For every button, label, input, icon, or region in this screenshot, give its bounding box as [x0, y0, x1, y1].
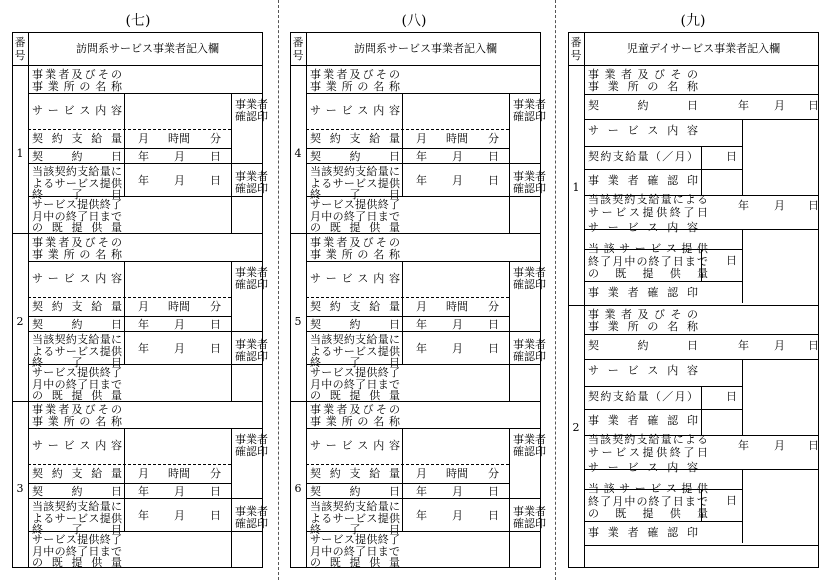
provided-amount-label: 終了月中の終了日まで: [588, 254, 708, 268]
provided-amount-label: 終了月中の終了日まで: [588, 494, 708, 508]
business-seal-label: 確認印: [513, 444, 546, 458]
unit-month: 月: [174, 150, 185, 163]
business-seal-label: 事業者: [235, 338, 268, 351]
row-divider: [306, 428, 541, 429]
provided-amount-label: サービス提供終了: [32, 533, 122, 546]
value-column-divider: [124, 261, 125, 364]
dashed-divider: [28, 129, 231, 130]
unit-day: 日: [808, 99, 819, 112]
row-divider: [584, 169, 742, 170]
provided-amount-label: の既提供量: [310, 221, 400, 234]
block-divider: [12, 401, 263, 402]
seal-column-divider: [742, 359, 743, 435]
row-number: 1: [16, 147, 24, 160]
seal-column-divider: [742, 119, 743, 195]
provided-amount-label: 月中の終了日まで: [32, 377, 122, 391]
contract-amount-label: 契約支給量（／月）: [588, 390, 698, 403]
unit-day: 日: [210, 342, 221, 355]
row-divider: [584, 521, 742, 522]
row-divider: [584, 94, 819, 95]
business-name-label: 事業所の名称: [32, 414, 122, 428]
business-seal-label: 確認印: [235, 444, 268, 458]
business-seal-label: 確認印: [513, 349, 546, 363]
row-divider: [28, 483, 231, 484]
row-divider: [28, 428, 263, 429]
unit-year: 年: [138, 342, 149, 355]
unit-month: 月: [416, 132, 427, 145]
row-divider: [28, 364, 263, 365]
unit-day: 日: [210, 485, 221, 498]
business-seal-label: 確認印: [513, 181, 546, 195]
unit-minutes: 分: [488, 132, 499, 145]
dashed-divider: [306, 297, 509, 298]
business-seal-label: 事業者確認印: [588, 526, 698, 539]
contract-amount-label: 契約支給量: [310, 132, 400, 145]
unit-month: 月: [452, 318, 463, 331]
provided-amount-label: 月中の終了日まで: [32, 209, 122, 223]
number-column-divider: [306, 32, 307, 568]
unit-month: 月: [174, 318, 185, 331]
value-column-divider: [124, 428, 125, 531]
unit-month: 月: [452, 342, 463, 355]
service-content-label: サービス内容: [32, 439, 122, 452]
bangou-label: 番号: [292, 36, 304, 62]
unit-day: 日: [726, 494, 737, 507]
unit-day: 日: [488, 342, 499, 355]
provided-amount-label: の既提供量: [310, 556, 400, 569]
row-divider: [306, 196, 541, 197]
unit-hours: 時間: [446, 132, 468, 145]
business-name-label: 事業所の名称: [588, 319, 698, 333]
unit-year: 年: [416, 342, 427, 355]
service-content-label: サービス内容: [310, 104, 400, 117]
business-name-label: 事業者及びその: [310, 68, 400, 81]
row-divider: [306, 531, 541, 532]
value-column-divider: [402, 93, 403, 196]
end-date-label: よるサービス提供: [32, 176, 122, 190]
column-header: 訪問系サービス事業者記入欄: [76, 42, 219, 55]
row-divider: [28, 196, 263, 197]
row-divider: [306, 148, 509, 149]
block-divider: [568, 305, 819, 306]
seal-column-divider: [509, 428, 510, 568]
provided-amount-label: の既提供量: [32, 221, 122, 234]
contract-date-label: 契約日: [588, 339, 698, 352]
business-name-label: 事業者及びその: [310, 403, 400, 416]
row-divider: [306, 364, 541, 365]
header-divider: [568, 65, 819, 66]
service-content-label: サービス内容: [588, 364, 698, 377]
end-date-label: サービス提供終了日: [588, 445, 708, 459]
business-seal-label: 事業者: [235, 505, 268, 518]
row-divider: [584, 146, 742, 147]
business-name-label: 事業所の名称: [588, 79, 698, 93]
row-divider: [28, 93, 263, 94]
unit-month: 月: [774, 199, 785, 212]
provided-amount-label: 月中の終了日まで: [32, 544, 122, 558]
unit-year: 年: [416, 150, 427, 163]
unit-month: 月: [174, 174, 185, 187]
business-seal-label: 確認印: [235, 349, 268, 363]
business-seal-label: 確認印: [235, 109, 268, 123]
business-seal-label: 確認印: [513, 109, 546, 123]
bangou-label: 番号: [14, 36, 26, 62]
row-number: 2: [16, 315, 24, 328]
unit-year: 年: [416, 509, 427, 522]
provided-amount-label: 当該サービス提供: [588, 242, 708, 255]
page-separator: [555, 0, 556, 580]
end-date-label: 当該契約支給量に: [32, 333, 122, 346]
end-date-label: 終了日: [310, 523, 400, 536]
dashed-divider: [306, 464, 509, 465]
unit-year: 年: [138, 485, 149, 498]
end-date-label: 終了日: [310, 188, 400, 201]
end-date-label: 当該契約支給量に: [310, 165, 400, 178]
value-column-divider: [701, 386, 702, 435]
block-divider: [290, 401, 541, 402]
business-name-label: 事業者及びその: [32, 68, 122, 81]
unit-day: 日: [210, 509, 221, 522]
unit-hours: 時間: [168, 300, 190, 313]
business-seal-label: 確認印: [513, 516, 546, 530]
end-date-label: よるサービス提供: [32, 511, 122, 525]
row-divider: [306, 261, 541, 262]
unit-year: 年: [416, 174, 427, 187]
unit-year: 年: [138, 509, 149, 522]
business-seal-label: 事業者: [513, 338, 546, 351]
unit-day: 日: [808, 339, 819, 352]
unit-day: 日: [808, 199, 819, 212]
row-divider: [584, 334, 819, 335]
unit-minutes: 分: [210, 300, 221, 313]
unit-month: 月: [774, 339, 785, 352]
contract-date-label: 契約日: [588, 99, 698, 112]
unit-minutes: 分: [210, 467, 221, 480]
row-divider: [584, 409, 742, 410]
business-seal-label: 事業者: [235, 170, 268, 183]
business-seal-label: 事業者: [513, 433, 546, 446]
value-column-divider: [701, 146, 702, 195]
row-number: 3: [16, 482, 24, 495]
row-divider: [306, 498, 541, 499]
page-separator: [278, 0, 279, 580]
value-column-divider: [701, 249, 702, 281]
end-date-label: 当該契約支給量に: [32, 500, 122, 513]
unit-hours: 時間: [168, 132, 190, 145]
business-name-label: 事業者及びその: [32, 403, 122, 416]
row-number: 1: [572, 181, 580, 194]
unit-year: 年: [738, 99, 749, 112]
dashed-divider: [28, 297, 231, 298]
end-date-label: 当該契約支給量に: [310, 500, 400, 513]
row-divider: [306, 163, 541, 164]
end-date-label: 終了日: [32, 356, 122, 369]
end-date-label: よるサービス提供: [32, 344, 122, 358]
service-content-label: サービス内容: [588, 124, 698, 137]
business-seal-label: 事業者: [513, 170, 546, 183]
provided-amount-label: 月中の終了日まで: [310, 377, 400, 391]
section-title: (八): [401, 13, 427, 29]
unit-minutes: 分: [488, 300, 499, 313]
service-content-label: サービス内容: [310, 272, 400, 285]
unit-month: 月: [416, 300, 427, 313]
row-number: 4: [294, 147, 302, 160]
provided-amount-label: の既提供量: [310, 389, 400, 402]
unit-hours: 時間: [446, 467, 468, 480]
unit-day: 日: [210, 150, 221, 163]
row-divider: [28, 331, 263, 332]
dashed-divider: [28, 464, 231, 465]
business-name-label: 事業所の名称: [32, 79, 122, 93]
unit-day: 日: [726, 150, 737, 163]
bangou-label: 番号: [570, 36, 582, 62]
business-name-label: 事業者及びその: [32, 236, 122, 249]
unit-year: 年: [138, 150, 149, 163]
provided-amount-label: の既提供量: [32, 556, 122, 569]
row-divider: [584, 386, 742, 387]
unit-day: 日: [488, 509, 499, 522]
block-divider: [12, 233, 263, 234]
business-seal-label: 事業者: [513, 505, 546, 518]
row-divider: [584, 281, 742, 282]
business-name-label: 事業者及びその: [588, 68, 698, 81]
service-content-label: サービス内容: [310, 439, 400, 452]
end-date-label: 終了日: [32, 188, 122, 201]
row-number: 5: [294, 315, 302, 328]
business-seal-label: 事業者確認印: [588, 414, 698, 427]
value-column-divider: [402, 428, 403, 531]
provided-amount-label: の既提供量: [588, 507, 708, 520]
seal-column-divider: [231, 428, 232, 568]
seal-column-divider: [742, 469, 743, 543]
contract-date-label: 契約日: [310, 318, 400, 331]
seal-column-divider: [231, 93, 232, 233]
provided-amount-label: サービス提供終了: [310, 198, 400, 211]
row-divider: [28, 148, 231, 149]
row-divider: [306, 93, 541, 94]
contract-amount-label: 契約支給量: [32, 467, 122, 480]
unit-minutes: 分: [210, 132, 221, 145]
header-divider: [12, 65, 263, 66]
row-number: 2: [572, 421, 580, 434]
provided-amount-label: サービス提供終了: [32, 198, 122, 211]
unit-year: 年: [738, 199, 749, 212]
end-date-label: よるサービス提供: [310, 344, 400, 358]
section-title: (七): [125, 13, 151, 29]
unit-day: 日: [488, 174, 499, 187]
service-content-label: サービス内容: [32, 104, 122, 117]
seal-column-divider: [231, 261, 232, 401]
business-seal-label: 事業者: [235, 433, 268, 446]
unit-day: 日: [488, 318, 499, 331]
row-divider: [28, 498, 263, 499]
contract-date-label: 契約日: [32, 150, 122, 163]
header-divider: [290, 65, 541, 66]
unit-year: 年: [738, 439, 749, 452]
unit-month: 月: [138, 467, 149, 480]
row-divider: [306, 331, 541, 332]
value-column-divider: [124, 93, 125, 196]
unit-month: 月: [774, 439, 785, 452]
unit-day: 日: [726, 390, 737, 403]
number-column-divider: [28, 32, 29, 568]
unit-year: 年: [138, 174, 149, 187]
business-seal-label: 確認印: [235, 516, 268, 530]
unit-day: 日: [488, 485, 499, 498]
row-divider: [28, 163, 263, 164]
unit-month: 月: [452, 509, 463, 522]
block-divider: [290, 233, 541, 234]
unit-month: 月: [174, 485, 185, 498]
row-number: 6: [294, 482, 302, 495]
number-column-divider: [584, 32, 585, 568]
row-divider: [306, 316, 509, 317]
business-name-label: 事業所の名称: [310, 79, 400, 93]
unit-month: 月: [452, 485, 463, 498]
unit-hours: 時間: [446, 300, 468, 313]
end-date-label: よるサービス提供: [310, 511, 400, 525]
provided-amount-label: サービス提供終了: [310, 533, 400, 546]
seal-column-divider: [509, 93, 510, 233]
unit-month: 月: [174, 342, 185, 355]
provided-amount-label: の既提供量: [32, 389, 122, 402]
business-seal-label: 事業者確認印: [588, 174, 698, 187]
unit-month: 月: [416, 467, 427, 480]
unit-minutes: 分: [488, 467, 499, 480]
unit-year: 年: [138, 318, 149, 331]
service-content-label: サービス内容: [32, 272, 122, 285]
end-date-label: よるサービス提供: [310, 176, 400, 190]
business-seal-label: 事業者: [513, 98, 546, 111]
unit-day: 日: [808, 439, 819, 452]
end-date-label: 当該契約支給量に: [32, 165, 122, 178]
service-content-label: サービス内容: [588, 461, 698, 474]
value-column-divider: [701, 489, 702, 521]
row-divider: [306, 483, 509, 484]
unit-year: 年: [738, 339, 749, 352]
unit-year: 年: [416, 485, 427, 498]
end-date-label: 終了日: [32, 523, 122, 536]
business-seal-label: 事業者: [235, 266, 268, 279]
dashed-divider: [306, 129, 509, 130]
column-header: 児童デイサービス事業者記入欄: [626, 42, 781, 55]
row-divider: [28, 261, 263, 262]
contract-date-label: 契約日: [32, 318, 122, 331]
provided-amount-label: サービス提供終了: [310, 366, 400, 379]
unit-day: 日: [210, 318, 221, 331]
unit-month: 月: [138, 132, 149, 145]
business-seal-label: 事業者: [513, 266, 546, 279]
business-name-label: 事業所の名称: [32, 247, 122, 261]
provided-amount-label: の既提供量: [588, 267, 708, 280]
unit-month: 月: [174, 509, 185, 522]
provided-amount-label: サービス提供終了: [32, 366, 122, 379]
column-header: 訪問系サービス事業者記入欄: [354, 42, 497, 55]
provided-amount-label: 月中の終了日まで: [310, 209, 400, 223]
end-date-label: サービス提供終了日: [588, 205, 708, 219]
business-name-label: 事業者及びその: [588, 308, 698, 321]
contract-amount-label: 契約支給量: [32, 132, 122, 145]
row-divider: [584, 545, 819, 546]
unit-year: 年: [416, 318, 427, 331]
row-divider: [28, 531, 263, 532]
contract-amount-label: 契約支給量（／月）: [588, 150, 698, 163]
contract-amount-label: 契約支給量: [310, 300, 400, 313]
unit-month: 月: [452, 174, 463, 187]
provided-amount-label: 当該サービス提供: [588, 482, 708, 495]
end-date-label: 終了日: [310, 356, 400, 369]
unit-month: 月: [138, 300, 149, 313]
business-seal-label: 確認印: [235, 181, 268, 195]
row-divider: [584, 119, 819, 120]
unit-day: 日: [488, 150, 499, 163]
seal-column-divider: [509, 261, 510, 401]
contract-date-label: 契約日: [310, 485, 400, 498]
unit-hours: 時間: [168, 467, 190, 480]
contract-amount-label: 契約支給量: [310, 467, 400, 480]
end-date-label: 当該契約支給量による: [588, 433, 708, 446]
contract-amount-label: 契約支給量: [32, 300, 122, 313]
unit-month: 月: [774, 99, 785, 112]
unit-month: 月: [452, 150, 463, 163]
business-seal-label: 確認印: [235, 277, 268, 291]
end-date-label: 当該契約支給量による: [588, 193, 708, 206]
value-column-divider: [402, 261, 403, 364]
contract-date-label: 契約日: [32, 485, 122, 498]
unit-day: 日: [726, 254, 737, 267]
business-name-label: 事業所の名称: [310, 414, 400, 428]
business-seal-label: 事業者確認印: [588, 286, 698, 299]
row-divider: [584, 359, 819, 360]
section-title: (九): [680, 13, 706, 29]
service-content-label: サービス内容: [588, 221, 698, 234]
seal-column-divider: [742, 229, 743, 303]
provided-amount-label: 月中の終了日まで: [310, 544, 400, 558]
unit-day: 日: [210, 174, 221, 187]
contract-date-label: 契約日: [310, 150, 400, 163]
business-seal-label: 確認印: [513, 277, 546, 291]
end-date-label: 当該契約支給量に: [310, 333, 400, 346]
business-name-label: 事業者及びその: [310, 236, 400, 249]
business-name-label: 事業所の名称: [310, 247, 400, 261]
business-seal-label: 事業者: [235, 98, 268, 111]
row-divider: [28, 316, 231, 317]
